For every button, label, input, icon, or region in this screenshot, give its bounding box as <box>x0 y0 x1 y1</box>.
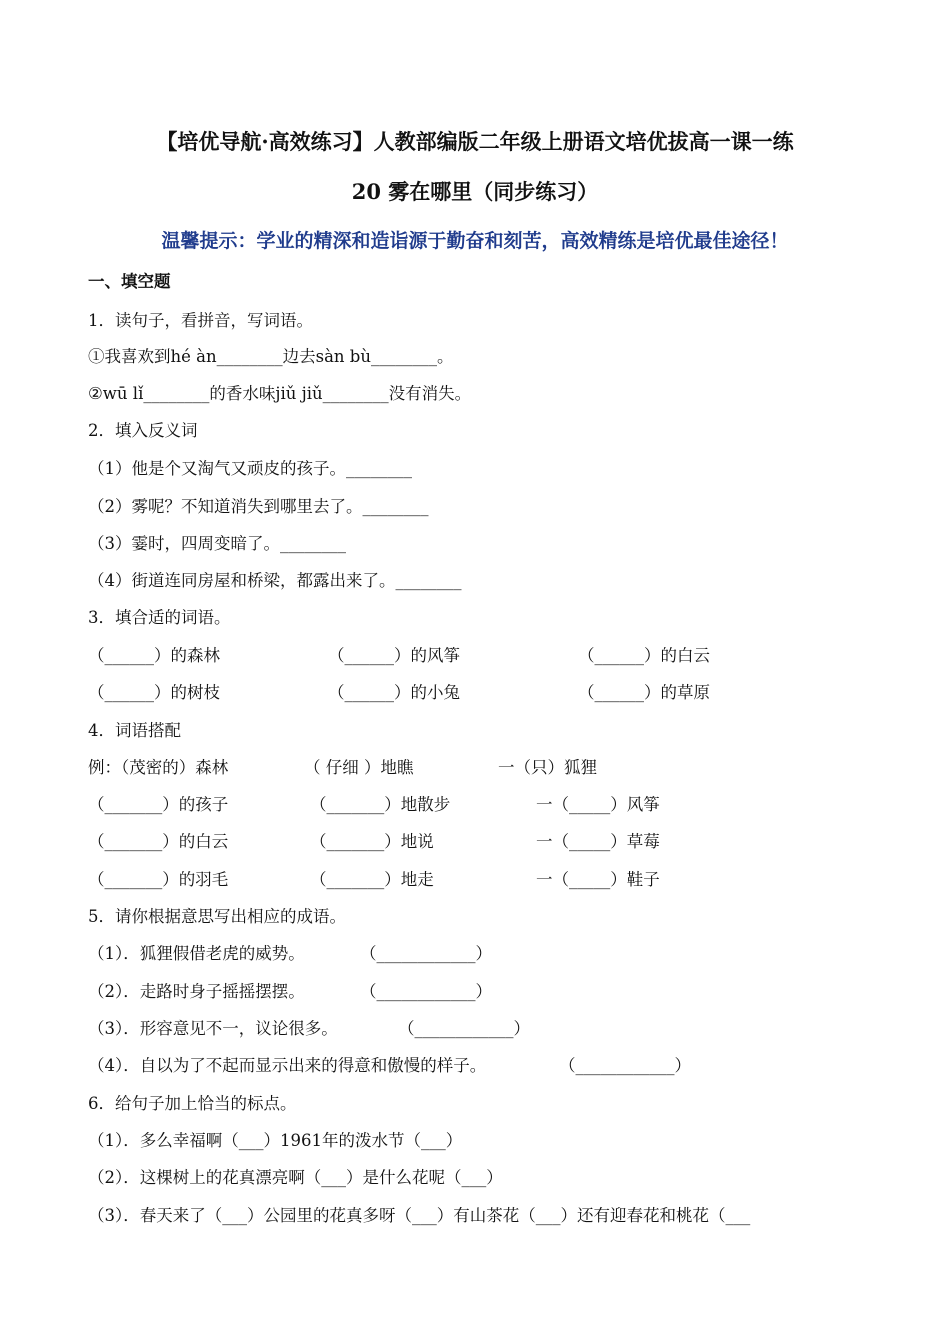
question-6-stem: 6．给句子加上恰当的标点。 <box>88 1094 297 1113</box>
example-item: 例：（茂密的）森林 <box>88 758 229 777</box>
fill-blank-item: （______）的风筝 <box>328 646 460 665</box>
match-item: （_______）地走 <box>310 870 434 889</box>
punctuation-item: （1）．多么幸福啊（___）1961年的泼水节（___） <box>88 1131 463 1150</box>
example-item: （ 仔细 ）地瞧 <box>304 758 414 777</box>
match-item: （_______）地说 <box>310 832 434 851</box>
idiom-clue: （4）．自以为了不起而显示出来的得意和傲慢的样子。 <box>88 1056 487 1075</box>
question-1-item: ①我喜欢到hé àn________边去sàn bù________。 <box>88 347 454 366</box>
idiom-blank: （____________） <box>360 982 492 1001</box>
idiom-clue: （3）．形容意见不一，议论很多。 <box>88 1019 338 1038</box>
fill-blank-item: （______）的草原 <box>578 683 710 702</box>
question-2-item: （1）他是个又淘气又顽皮的孩子。________ <box>88 459 412 478</box>
idiom-blank: （____________） <box>360 944 492 963</box>
match-item: 一（_____）草莓 <box>536 832 660 851</box>
question-2-item: （2）雾呢？不知道消失到哪里去了。________ <box>88 497 429 516</box>
lesson-title: 20 雾在哪里（同步练习） <box>351 179 599 204</box>
question-1-item: ②wū lǐ________的香水味jiǔ jiǔ________没有消失。 <box>88 384 472 403</box>
section-heading: 一、填空题 <box>88 272 171 291</box>
question-1-stem: 1．读句子，看拼音，写词语。 <box>88 311 313 330</box>
example-item: 一（只）狐狸 <box>498 758 597 777</box>
idiom-clue: （1）．狐狸假借老虎的威势。 <box>88 944 305 963</box>
fill-blank-item: （______）的小兔 <box>328 683 460 702</box>
question-5-stem: 5．请你根据意思写出相应的成语。 <box>88 907 346 926</box>
question-4-stem: 4．词语搭配 <box>88 721 181 740</box>
punctuation-item: （2）．这棵树上的花真漂亮啊（___）是什么花呢（___） <box>88 1168 503 1187</box>
idiom-clue: （2）．走路时身子摇摇摆摆。 <box>88 982 305 1001</box>
question-2-item: （3）霎时，四周变暗了。________ <box>88 534 346 553</box>
match-item: 一（_____）鞋子 <box>536 870 660 889</box>
match-item: （_______）地散步 <box>310 795 451 814</box>
punctuation-item: （3）．春天来了（___）公园里的花真多呀（___）有山茶花（___）还有迎春花和桃花（___ <box>88 1206 751 1225</box>
fill-blank-item: （______）的树枝 <box>88 683 220 702</box>
page-title: 【培优导航·高效练习】人教部编版二年级上册语文培优拔高一课一练 <box>156 129 794 154</box>
fill-blank-item: （______）的森林 <box>88 646 220 665</box>
question-3-stem: 3．填合适的词语。 <box>88 608 231 627</box>
match-item: （_______）的孩子 <box>88 795 229 814</box>
match-item: （_______）的羽毛 <box>88 870 229 889</box>
match-item: （_______）的白云 <box>88 832 229 851</box>
question-2-stem: 2．填入反义词 <box>88 421 198 440</box>
match-item: 一（_____）风筝 <box>536 795 660 814</box>
fill-blank-item: （______）的白云 <box>578 646 710 665</box>
idiom-blank: （____________） <box>398 1019 530 1038</box>
question-2-item: （4）街道连同房屋和桥梁，都露出来了。________ <box>88 571 462 590</box>
idiom-blank: （____________） <box>559 1056 691 1075</box>
tip-banner: 温馨提示：学业的精深和造诣源于勤奋和刻苦，高效精练是培优最佳途径！ <box>161 230 789 252</box>
